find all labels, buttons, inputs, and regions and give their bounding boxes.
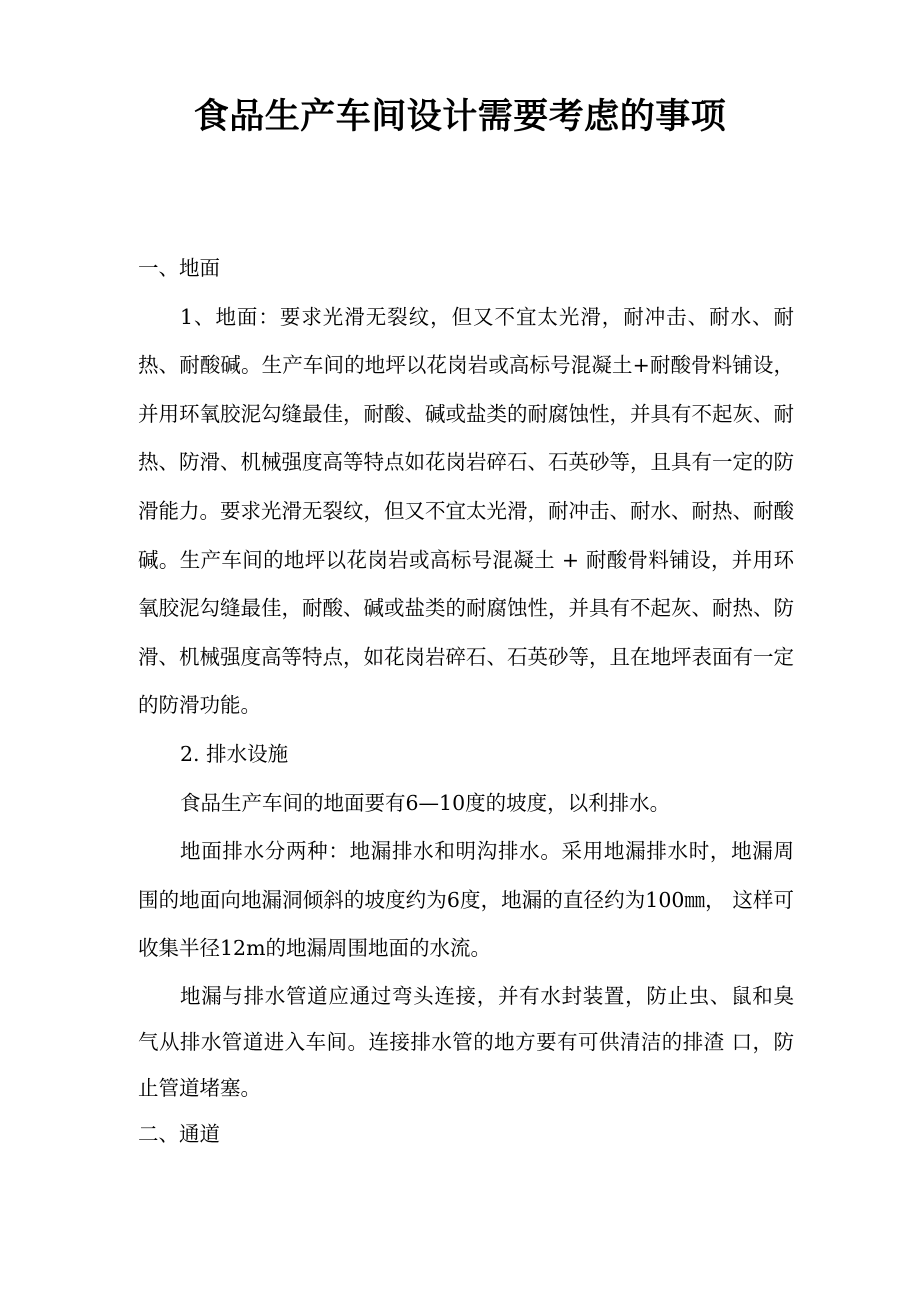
page-title: 食品生产车间设计需要考虑的事项 [193,96,727,137]
paragraph-floor-slope: 食品生产车间的地面要有6—10度的坡度，以利排水。 [180,790,671,815]
paragraph-drain-connection: 地漏与排水管道应通过弯头连接，并有水封装置，防止虫、鼠和臭气从排水管道进入车间。连接排水管的地方要有可供清洁的排渣 口，防止管道堵塞。 [138,983,794,1100]
section-heading-floor: 一、地面 [138,256,220,280]
subheading-drainage: 2. 排水设施 [180,741,289,766]
section-heading-passage: 二、通道 [138,1121,220,1146]
paragraph-drain-types: 地面排水分两种：地漏排水和明沟排水。采用地漏排水时，地漏周围的地面向地漏洞倾斜的坡度约为6度，地漏的直径约为100㎜， 这样可收集半径12m的地漏周围地面的水流。 [138,839,794,961]
paragraph-floor-requirements: 1、地面：要求光滑无裂纹，但又不宜太光滑，耐冲击、耐水、耐热、耐酸碱。生产车间的地坪以花岗岩或高标号混凝土+耐酸骨料铺设，并用环氧胶泥勾缝最佳，耐酸、碱或盐类的耐腐蚀性，并具有不起灰、耐热、防滑、机械强度高等特点如花岗岩碎石、石英砂等，且具有一定的防滑能力。要求光滑无裂纹，但又不宜太光滑，耐冲击、耐水、耐热、耐酸碱。生产车间的地坪以花岗岩或高标号混凝土 + 耐酸骨料铺设，并用环氧胶泥勾缝最佳，耐酸、碱或盐类的耐腐蚀性，并具有不起灰、耐热、防滑、机械强度高等特点，如花岗岩碎石、石英砂等，且在地坪表面有一定的防滑功能。 [138,304,794,718]
document-body [138,244,794,1157]
